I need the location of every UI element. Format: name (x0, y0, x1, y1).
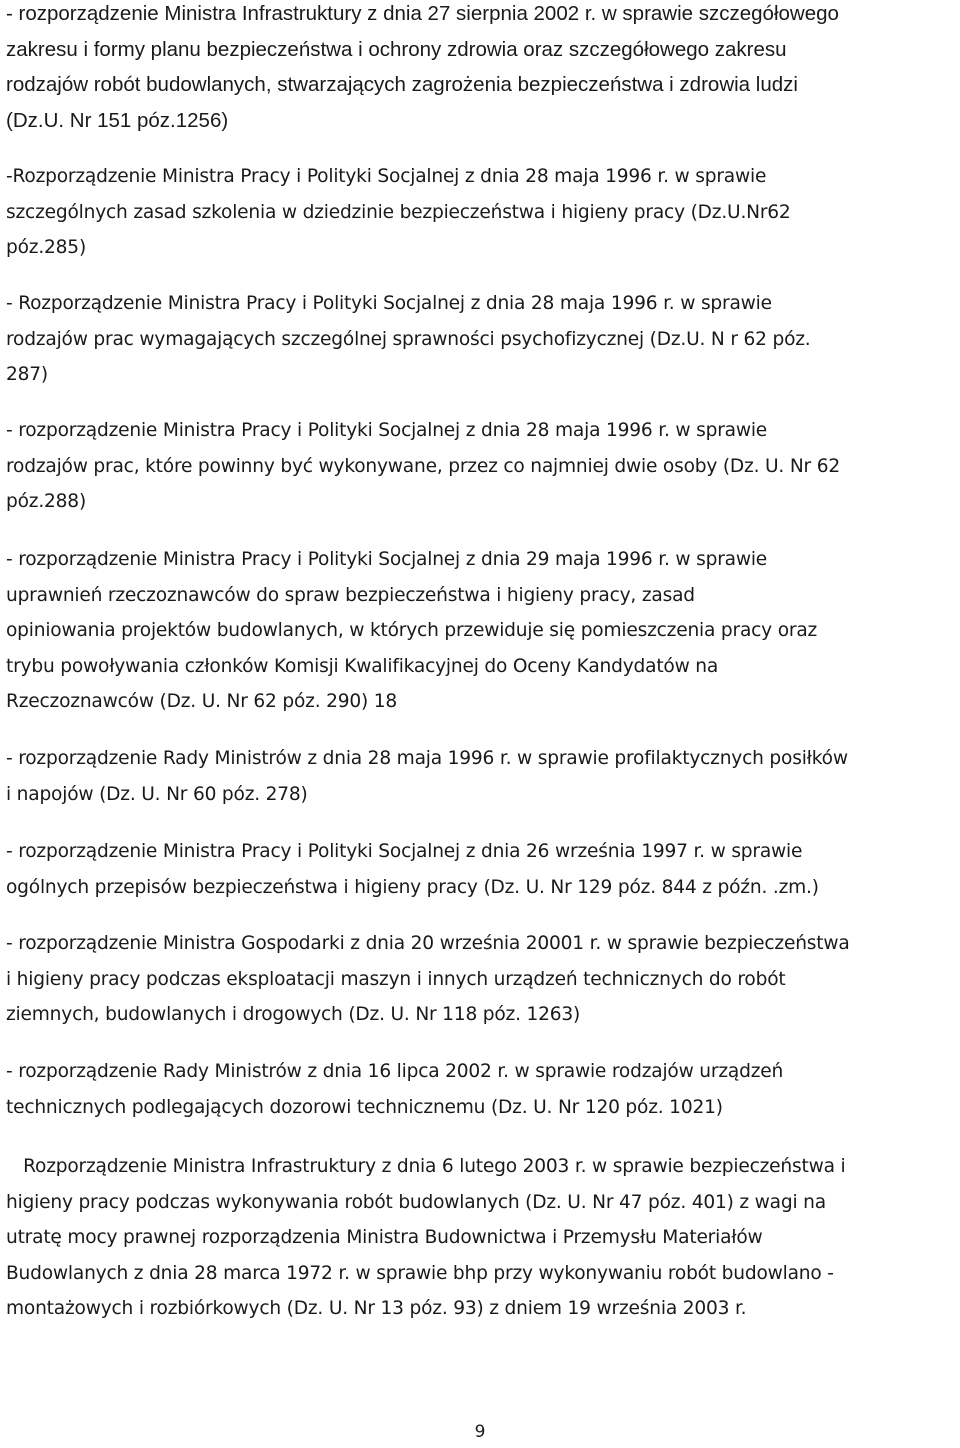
regulation-entry-1 (6, 0, 958, 138)
text-line: Rozporządzenie Ministra Infrastruktury z dnia 6 lutego 2003 r. w sprawie bezpieczeństwa i (6, 1156, 846, 1177)
text-line: technicznych podlegających dozorowi technicznemu (Dz. U. Nr 120 póz. 1021) (6, 1096, 723, 1118)
text-line: - rozporządzenie Ministra Infrastruktury z dnia 27 sierpnia 2002 r. w sprawie szczegółowego (6, 2, 839, 25)
regulation-entry-5 (6, 542, 958, 720)
regulation-entry-10 (6, 1149, 958, 1327)
text-line: rodzajów robót budowlanych, stwarzających zagrożenia bezpieczeństwa i zdrowia ludzi (6, 73, 798, 97)
text-line: montażowych i rozbiórkowych (Dz. U. Nr 13 póz. 93) z dniem 19 września 2003 r. (6, 1298, 747, 1320)
regulation-entry-6 (6, 741, 958, 812)
text-line: - rozporządzenie Ministra Gospodarki z dnia 20 września 20001 r. w sprawie bezpieczeństwa (6, 933, 850, 954)
page-number: 9 (474, 1422, 486, 1442)
text-line: ogólnych przepisów bezpieczeństwa i higieny pracy (Dz. U. Nr 129 póz. 844 z późn. .zm.) (6, 876, 819, 898)
text-line: - rozporządzenie Ministra Pracy i Polityki Socjalnej z dnia 28 maja 1996 r. w sprawie (6, 420, 768, 441)
text-line: Rzeczoznawców (Dz. U. Nr 62 póz. 290) 18 (6, 691, 398, 713)
text-line: uprawnień rzeczoznawców do spraw bezpieczeństwa i higieny pracy, zasad (6, 584, 695, 606)
text-line: trybu powoływania członków Komisji Kwalifikacyjnej do Oceny Kandydatów na (6, 655, 719, 677)
text-line: (Dz.U. Nr 151 póz.1256) (6, 108, 229, 132)
text-line: - Rozporządzenie Ministra Pracy i Polityki Socjalnej z dnia 28 maja 1996 r. w sprawie (6, 293, 772, 314)
text-line: póz.285) (6, 237, 86, 259)
regulation-entry-7 (6, 834, 958, 905)
text-line: 287) (6, 364, 48, 386)
regulation-entry-4 (6, 413, 958, 520)
text-line: zakresu i formy planu bezpieczeństwa i ochrony zdrowia oraz szczegółowego zakresu (6, 37, 787, 61)
text-line: i napojów (Dz. U. Nr 60 póz. 278) (6, 783, 308, 805)
regulation-entry-9 (6, 1054, 958, 1125)
text-line: szczególnych zasad szkolenia w dziedzinie bezpieczeństwa i higieny pracy (Dz.U.Nr62 (6, 201, 791, 223)
text-line: opiniowania projektów budowlanych, w których przewiduje się pomieszczenia pracy oraz (6, 620, 818, 642)
regulation-entry-8 (6, 926, 958, 1033)
text-line: rodzajów prac, które powinny być wykonywane, przez co najmniej dwie osoby (Dz. U. Nr 62 (6, 455, 840, 477)
text-line: póz.288) (6, 491, 86, 513)
text-line: higieny pracy podczas wykonywania robót budowlanych (Dz. U. Nr 47 póz. 401) z wagi na (6, 1191, 826, 1213)
text-line: - rozporządzenie Ministra Pracy i Polityki Socjalnej z dnia 29 maja 1996 r. w sprawie (6, 549, 768, 570)
text-line: Budowlanych z dnia 28 marca 1972 r. w sprawie bhp przy wykonywaniu robót budowlano - (6, 1262, 834, 1284)
text-line: - rozporządzenie Rady Ministrów z dnia 16 lipca 2002 r. w sprawie rodzajów urządzeń (6, 1061, 784, 1082)
text-line: - rozporządzenie Rady Ministrów z dnia 28 maja 1996 r. w sprawie profilaktycznych posiłków (6, 748, 848, 769)
text-line: utratę mocy prawnej rozporządzenia Ministra Budownictwa i Przemysłu Materiałów (6, 1227, 763, 1249)
text-line: ziemnych, budowlanych i drogowych (Dz. U. Nr 118 póz. 1263) (6, 1004, 581, 1026)
text-line: - rozporządzenie Ministra Pracy i Polityki Socjalnej z dnia 26 września 1997 r. w sprawie (6, 841, 803, 862)
regulation-entry-3 (6, 286, 958, 393)
text-line: -Rozporządzenie Ministra Pracy i Polityki Socjalnej z dnia 28 maja 1996 r. w sprawie (6, 166, 767, 187)
regulation-entry-2 (6, 159, 958, 266)
text-line: rodzajów prac wymagających szczególnej sprawności psychofizycznej (Dz.U. N r 62 póz. (6, 328, 811, 350)
text-line: i higieny pracy podczas eksploatacji maszyn i innych urządzeń technicznych do robót (6, 968, 786, 990)
